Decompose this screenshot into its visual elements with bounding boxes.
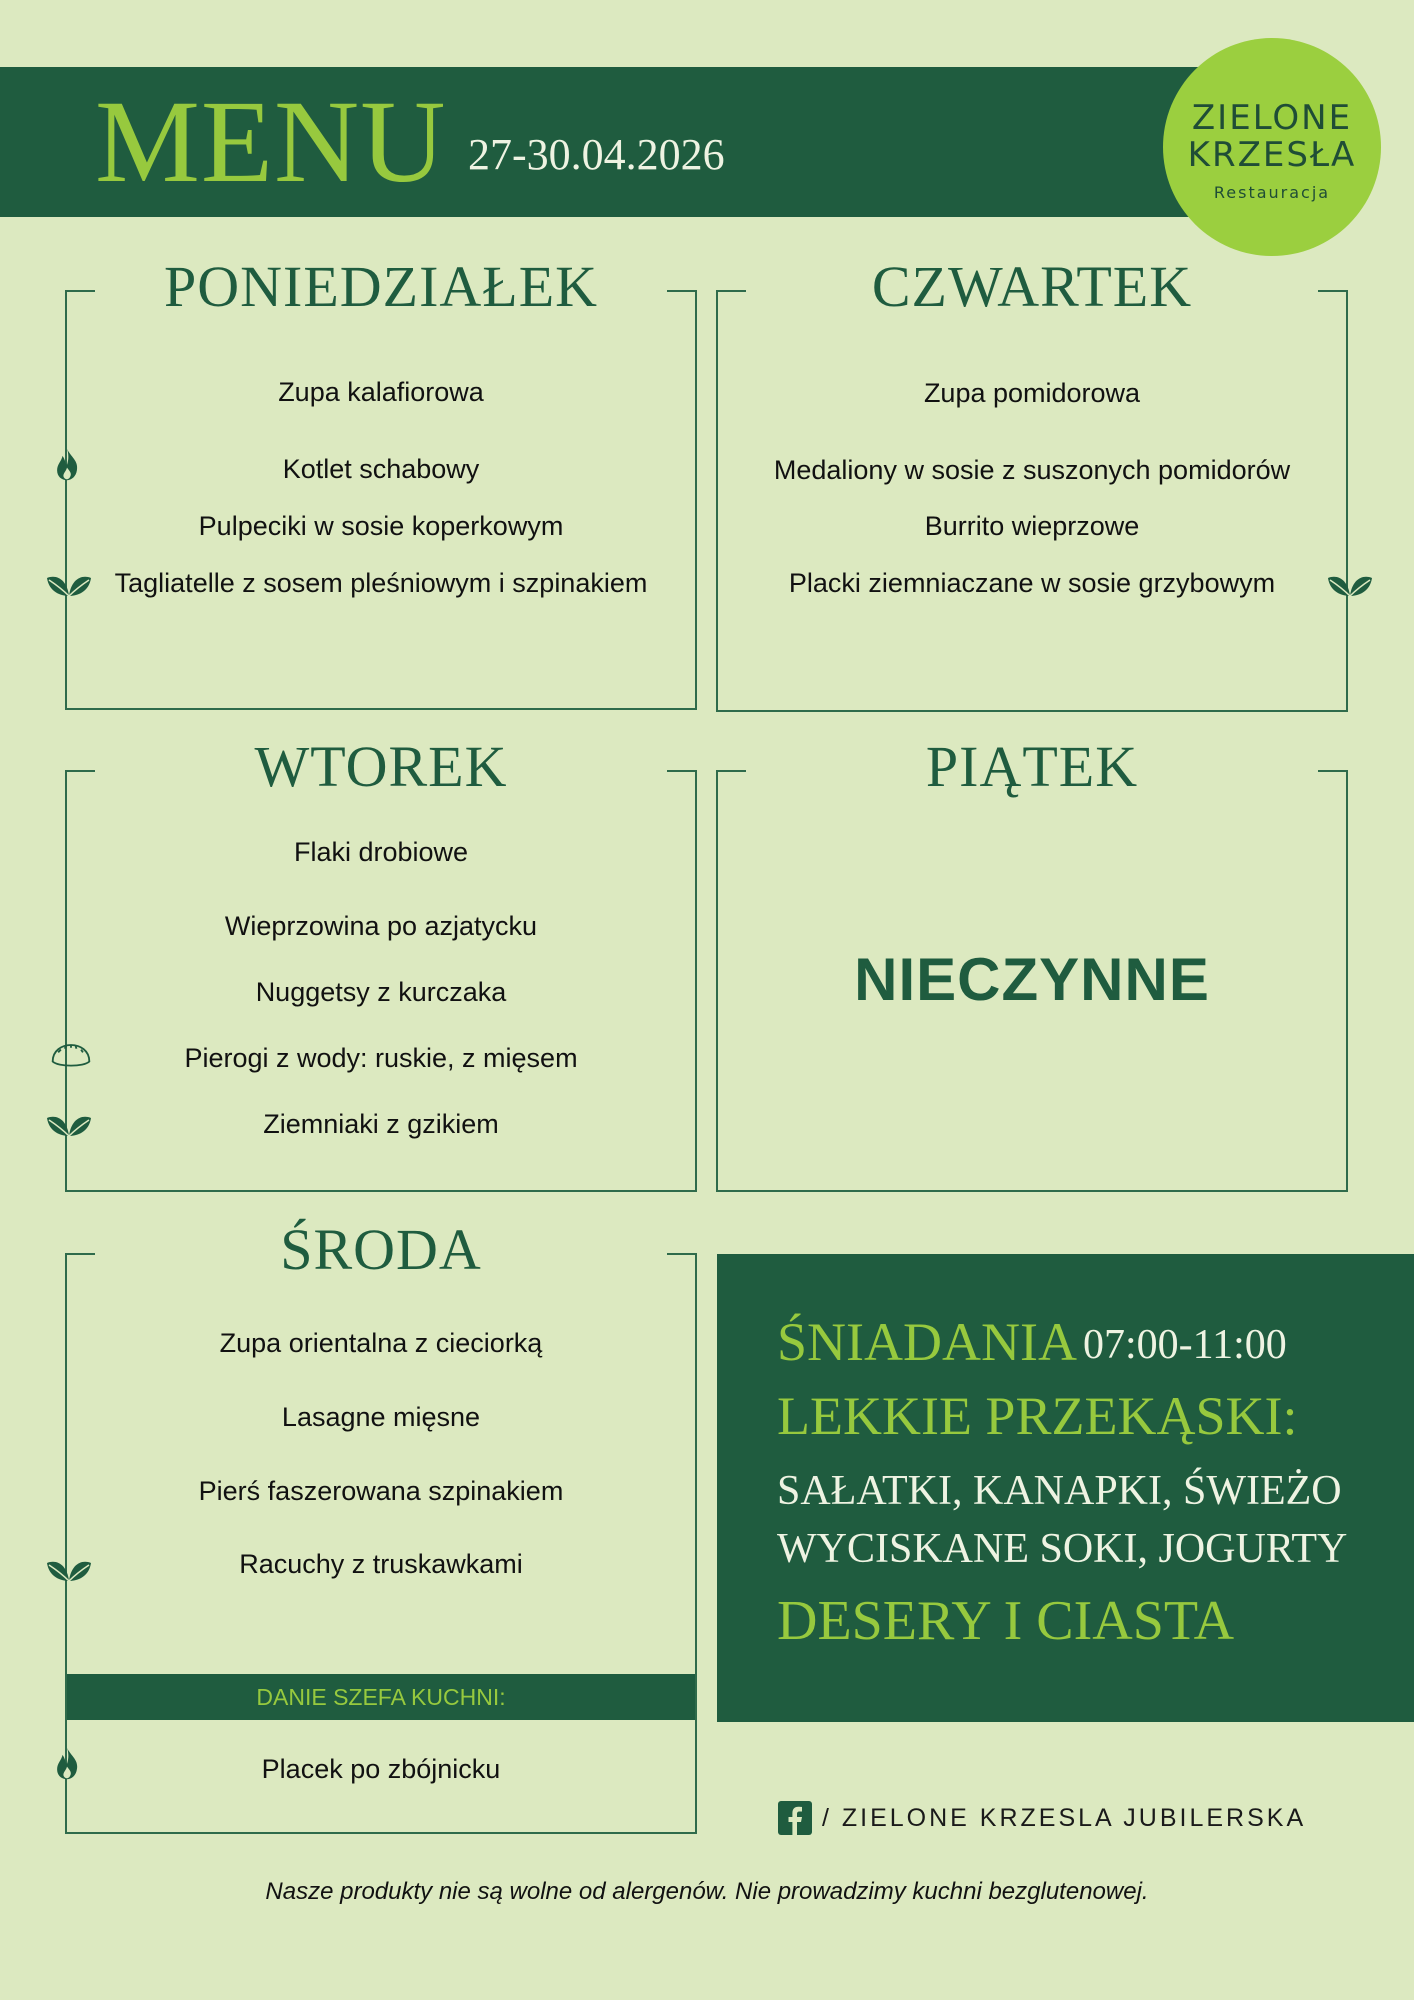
dish: Medaliony w sosie z suszonych pomidorów xyxy=(773,455,1291,485)
dish: Wieprzowina po azjatycku xyxy=(224,911,538,941)
breakfast-label: ŚNIADANIA xyxy=(777,1312,1077,1372)
snacks-label: LEKKIE PRZEKĄSKI: xyxy=(777,1386,1298,1446)
dish: Flaki drobiowe xyxy=(293,837,469,867)
leaf-icon xyxy=(1326,566,1374,602)
dish: Nuggetsy z kurczaka xyxy=(255,977,507,1007)
day-title-thursday: CZWARTEK xyxy=(871,254,1193,319)
dish: Zupa kalafiorowa xyxy=(278,377,484,407)
snacks-line2: WYCISKANE SOKI, JOGURTY xyxy=(777,1526,1348,1572)
leaf-icon xyxy=(45,1551,93,1587)
social-link[interactable] xyxy=(778,1800,1306,1836)
flame-icon xyxy=(49,1745,85,1781)
dish: Kotlet schabowy xyxy=(282,454,480,484)
snacks-line1: SAŁATKI, KANAPKI, ŚWIEŻO xyxy=(777,1468,1342,1514)
menu-dates: 27-30.04.2026 xyxy=(468,130,725,179)
closed-status: NIECZYNNE xyxy=(854,946,1210,1013)
dish: Burrito wieprzowe xyxy=(924,511,1140,541)
dish: Zupa orientalna z cieciorką xyxy=(219,1328,543,1358)
logo-subtitle: Restauracja xyxy=(1213,183,1331,202)
day-title-monday: PONIEDZIAŁEK xyxy=(163,254,599,319)
dish: Ziemniaki z gzikiem xyxy=(263,1109,499,1139)
day-box-thursday xyxy=(716,254,1348,712)
breakfast-hours: 07:00-11:00 xyxy=(1083,1322,1287,1368)
day-title-tuesday: WTOREK xyxy=(254,734,508,799)
dish: Pierogi z wody: ruskie, z mięsem xyxy=(184,1043,578,1073)
day-box-friday xyxy=(716,734,1348,1192)
flame-icon xyxy=(49,446,85,482)
dish: Tagliatelle z sosem pleśniowym i szpinakiem xyxy=(114,568,648,598)
logo-line1: ZIELONE xyxy=(1191,98,1353,138)
day-box-tuesday xyxy=(65,734,697,1192)
leaf-icon xyxy=(45,566,93,602)
chef-special-label: DANIE SZEFA KUCHNI: xyxy=(67,1674,695,1720)
day-box-monday xyxy=(65,254,697,710)
facebook-icon[interactable] xyxy=(778,1801,812,1835)
dumpling-icon xyxy=(49,1038,93,1074)
dish: Pulpeciki w sosie koperkowym xyxy=(198,511,564,541)
social-text[interactable]: / ZIELONE KRZESLA JUBILERSKA xyxy=(822,1803,1307,1832)
dish: Racuchy z truskawkami xyxy=(239,1549,523,1579)
day-box-wednesday xyxy=(65,1217,697,1834)
allergen-note: Nasze produkty nie są wolne od alergenów. Nie prowadzimy kuchni bezglutenowej. xyxy=(265,1878,1149,1905)
leaf-icon xyxy=(45,1106,93,1142)
promo-panel xyxy=(717,1254,1414,1722)
dish: Pierś faszerowana szpinakiem xyxy=(198,1476,564,1506)
dish: Lasagne mięsne xyxy=(281,1402,481,1432)
dish: Placki ziemniaczane w sosie grzybowym xyxy=(788,568,1276,598)
restaurant-logo xyxy=(1163,38,1381,256)
desserts-label: DESERY I CIASTA xyxy=(777,1590,1235,1652)
day-title-wednesday: ŚRODA xyxy=(280,1217,482,1282)
day-title-friday: PIĄTEK xyxy=(925,734,1139,799)
logo-line2: KRZESŁA xyxy=(1187,135,1357,175)
menu-title: MENU xyxy=(95,76,447,207)
dish: Zupa pomidorowa xyxy=(923,378,1141,408)
chef-special-dish: Placek po zbójnicku xyxy=(261,1754,501,1784)
